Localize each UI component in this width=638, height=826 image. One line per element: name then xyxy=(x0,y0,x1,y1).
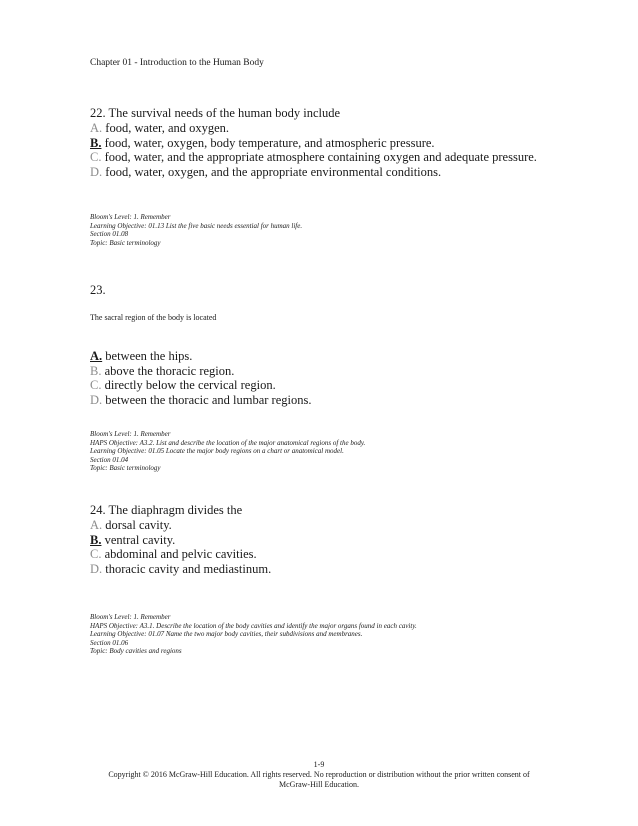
meta-line: Topic: Basic terminology xyxy=(90,238,161,247)
meta-line: Bloom's Level: 1. Remember xyxy=(90,213,171,221)
question-stem: 22. The survival needs of the human body include xyxy=(90,106,341,120)
choice-d xyxy=(90,393,311,408)
choice-text: food, water, and oxygen. xyxy=(105,121,230,135)
choice-d xyxy=(90,165,537,180)
choice-letter: C. xyxy=(90,150,102,165)
meta-line: Section 01.06 xyxy=(90,638,129,647)
page-footer xyxy=(0,760,638,790)
choice-letter: D. xyxy=(90,561,103,576)
meta-line: Bloom's Level: 1. Remember xyxy=(90,613,171,621)
meta-line: HAPS Objective: A3.2. List and describe the location of the major anatomical regions of the body. xyxy=(90,438,366,447)
choice-b xyxy=(90,136,537,151)
meta-line: Bloom's Level: 1. Remember xyxy=(90,430,171,438)
choice-text: directly below the cervical region. xyxy=(104,378,276,393)
choice-letter-correct: B. xyxy=(90,532,102,547)
meta-line: Learning Objective: 01.13 List the five basic needs essential for human life. xyxy=(90,221,303,230)
choice-text: abdominal and pelvic cavities. xyxy=(104,547,257,562)
choice-a xyxy=(90,349,311,364)
choice-c xyxy=(90,547,271,562)
question-24 xyxy=(90,503,271,576)
choice-b xyxy=(90,364,311,379)
choice-text: food, water, and the appropriate atmosphere containing oxygen and adequate pressure. xyxy=(104,150,537,165)
choice-a xyxy=(90,121,537,136)
question-24-metadata xyxy=(90,613,417,656)
choice-letter: C. xyxy=(90,378,102,393)
meta-line: Section 01.08 xyxy=(90,230,129,239)
meta-line: Learning Objective: 01.05 Locate the major body regions on a chart or anatomical model. xyxy=(90,447,344,456)
question-23-stem: The sacral region of the body is located xyxy=(90,313,217,322)
meta-line: HAPS Objective: A3.1. Describe the location of the body cavities and identify the major organs found in each cavity. xyxy=(90,621,417,630)
meta-line: Topic: Body cavities and regions xyxy=(90,647,182,656)
question-23-number: 23. xyxy=(90,283,106,297)
meta-line: Section 01.04 xyxy=(90,455,129,464)
choice-letter: B. xyxy=(90,363,102,378)
question-stem: 24. The diaphragm divides the xyxy=(90,503,243,517)
choice-c xyxy=(90,150,537,165)
choice-letter: A. xyxy=(90,121,103,135)
copyright-line: Copyright © 2016 McGraw-Hill Education. All rights reserved. No reproduction or distribution without the prior written consent of xyxy=(108,770,530,779)
choice-letter: D. xyxy=(90,164,103,179)
question-23-metadata xyxy=(90,430,365,473)
choice-letter: D. xyxy=(90,392,103,407)
choice-text: food, water, oxygen, body temperature, and atmospheric pressure. xyxy=(104,135,435,150)
copyright-line: McGraw-Hill Education. xyxy=(279,780,359,789)
choice-text: dorsal cavity. xyxy=(105,518,172,532)
meta-line: Learning Objective: 01.07 Name the two major body cavities, their subdivisions and membranes. xyxy=(90,630,363,639)
question-23-choices xyxy=(90,349,311,407)
choice-text: above the thoracic region. xyxy=(104,363,235,378)
page-number: 1-9 xyxy=(313,760,325,769)
choice-text: thoracic cavity and mediastinum. xyxy=(105,561,272,576)
question-22 xyxy=(90,106,537,179)
choice-a xyxy=(90,518,271,533)
choice-d xyxy=(90,562,271,577)
choice-letter: C. xyxy=(90,547,102,562)
choice-letter-correct: A. xyxy=(90,349,103,363)
question-22-metadata xyxy=(90,213,302,247)
meta-line: Topic: Basic terminology xyxy=(90,464,161,473)
chapter-header: Chapter 01 - Introduction to the Human Body xyxy=(90,58,264,68)
choice-text: food, water, oxygen, and the appropriate environmental conditions. xyxy=(105,164,442,179)
choice-text: between the thoracic and lumbar regions. xyxy=(105,392,312,407)
choice-text: ventral cavity. xyxy=(104,532,176,547)
choice-b xyxy=(90,533,271,548)
choice-text: between the hips. xyxy=(105,349,193,363)
choice-letter-correct: B. xyxy=(90,135,102,150)
choice-letter: A. xyxy=(90,518,103,532)
choice-c xyxy=(90,378,311,393)
